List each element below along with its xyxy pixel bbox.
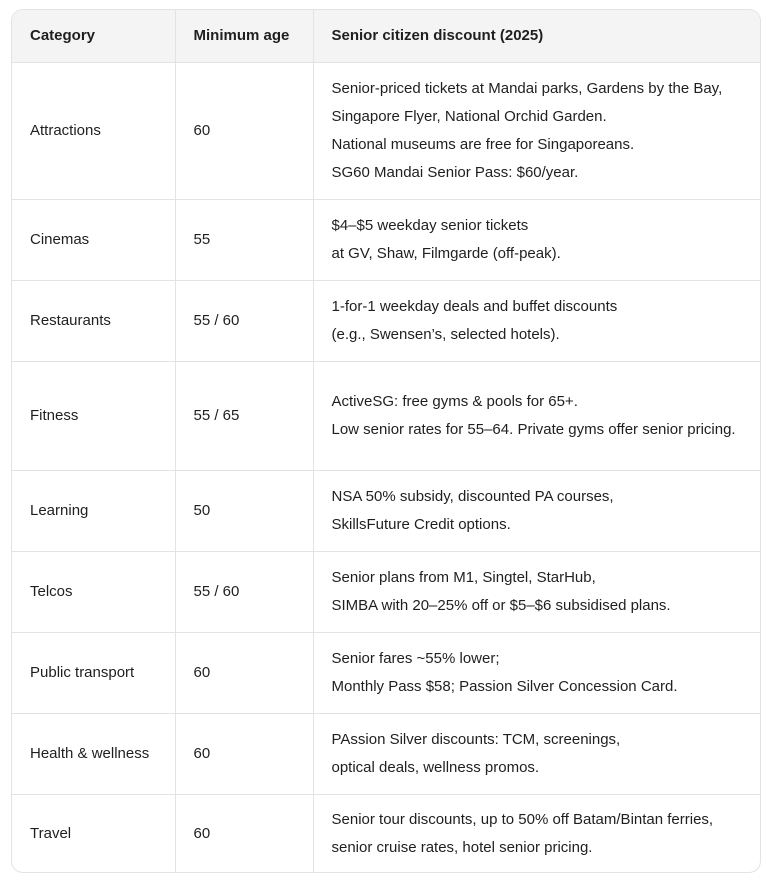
discount-cell <box>313 199 760 280</box>
discount-line: SkillsFuture Credit options. <box>331 515 511 533</box>
category-cell: Telcos <box>12 551 175 632</box>
table-row <box>12 551 760 632</box>
category-cell: Cinemas <box>12 199 175 280</box>
discount-table-container <box>11 9 761 873</box>
discount-cell <box>313 713 760 794</box>
table-row <box>12 794 760 873</box>
discount-line: 1-for-1 weekday deals and buffet discounts <box>331 297 618 315</box>
age-cell: 55 / 60 <box>175 280 313 361</box>
table-row <box>12 62 760 199</box>
table-row <box>12 199 760 280</box>
discount-line: Senior tour discounts, up to 50% off Batam/Bintan ferries, <box>331 811 714 829</box>
category-cell: Attractions <box>30 121 101 139</box>
category-cell: Travel <box>12 794 175 873</box>
header-discount: Senior citizen discount (2025) <box>313 10 760 62</box>
header-minimum-age: Minimum age <box>175 10 313 62</box>
discount-cell <box>313 794 760 873</box>
discount-line: at GV, Shaw, Filmgarde (off-peak). <box>331 244 561 262</box>
discount-cell <box>313 632 760 713</box>
category-cell: Fitness <box>12 361 175 470</box>
table-header-row <box>12 10 760 62</box>
age-cell: 50 <box>175 470 313 551</box>
age-cell: 55 / 65 <box>175 361 313 470</box>
table-row <box>12 280 760 361</box>
discount-line: SG60 Mandai Senior Pass: $60/year. <box>331 163 579 181</box>
discount-line: Senior-priced tickets at Mandai parks, Gardens by the Bay, <box>331 79 723 97</box>
table-row <box>12 470 760 551</box>
discount-line: ActiveSG: free gyms & pools for 65+. <box>331 392 578 410</box>
table-row <box>12 361 760 470</box>
discount-cell <box>313 280 760 361</box>
discount-line: Singapore Flyer, National Orchid Garden. <box>331 107 607 125</box>
discount-line: $4–$5 weekday senior tickets <box>331 216 529 234</box>
discount-line: optical deals, wellness promos. <box>331 758 540 776</box>
age-cell: 60 <box>175 794 313 873</box>
category-cell: Learning <box>12 470 175 551</box>
discount-line: (e.g., Swensen’s, selected hotels). <box>331 325 560 343</box>
age-cell: 60 <box>175 713 313 794</box>
discount-line: National museums are free for Singaporeans. <box>331 135 635 153</box>
age-cell: 60 <box>175 632 313 713</box>
discount-line: NSA 50% subsidy, discounted PA courses, <box>331 487 614 505</box>
senior-discount-table <box>12 10 760 873</box>
discount-cell <box>313 62 760 199</box>
discount-line: Monthly Pass $58; Passion Silver Concession Card. <box>331 677 678 695</box>
table-row <box>12 713 760 794</box>
discount-cell <box>313 470 760 551</box>
discount-line: senior cruise rates, hotel senior pricing. <box>331 839 593 857</box>
category-cell: Public transport <box>12 632 175 713</box>
discount-line: Senior fares ~55% lower; <box>331 649 500 667</box>
header-category: Category <box>12 10 175 62</box>
category-cell: Restaurants <box>12 280 175 361</box>
age-cell: 60 <box>175 62 313 199</box>
age-cell: 55 <box>175 199 313 280</box>
discount-cell <box>313 551 760 632</box>
discount-line: SIMBA with 20–25% off or $5–$6 subsidised plans. <box>331 596 671 614</box>
category-cell: Health & wellness <box>12 713 175 794</box>
discount-cell <box>313 361 760 470</box>
discount-line: Senior plans from M1, Singtel, StarHub, <box>331 568 596 586</box>
table-row <box>12 632 760 713</box>
age-cell: 55 / 60 <box>175 551 313 632</box>
discount-line: Low senior rates for 55–64. Private gyms offer senior pricing. <box>331 420 736 438</box>
discount-line: PAssion Silver discounts: TCM, screenings, <box>331 730 621 748</box>
